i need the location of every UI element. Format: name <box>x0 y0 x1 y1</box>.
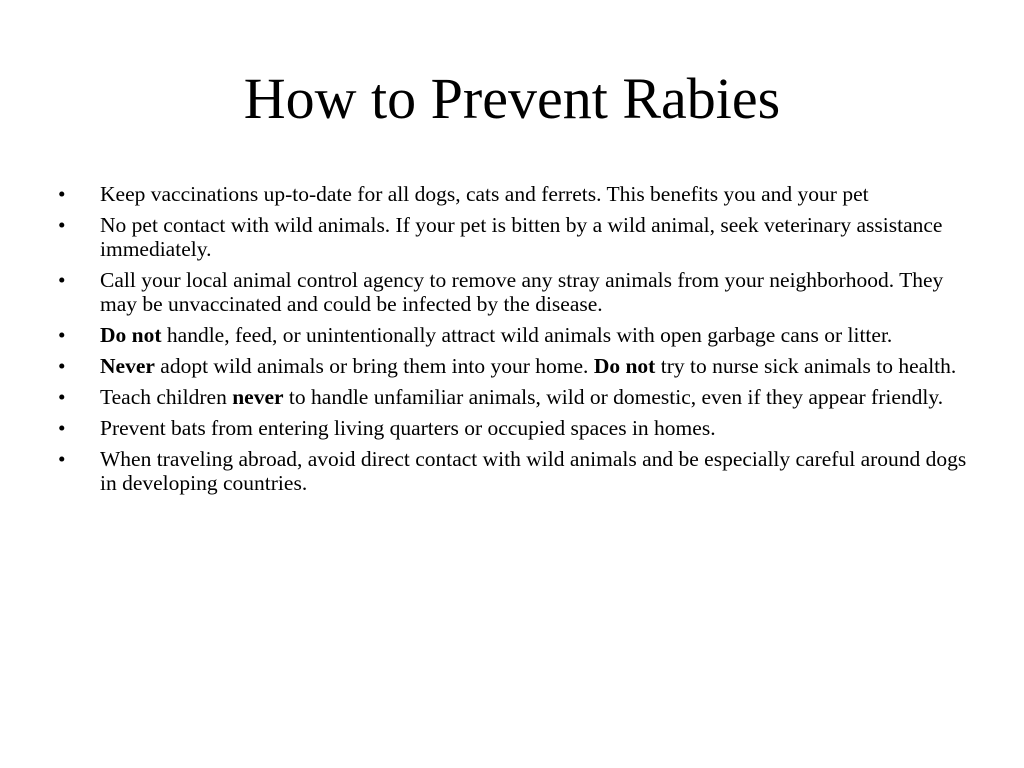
bullet-emphasis: Do not <box>593 354 656 378</box>
bullet-marker: • <box>58 416 66 440</box>
bullet-emphasis: never <box>232 385 284 409</box>
bullet-segment: try to nurse sick animals to health. <box>655 354 957 378</box>
bullet-segment: to handle unfamiliar animals, wild or domestic, even if they appear friendly. <box>283 385 944 409</box>
bullet-marker: • <box>58 182 66 206</box>
bullet-item <box>56 447 968 495</box>
bullet-segment: No pet contact with wild animals. If your pet is bitten by a wild animal, seek veterinary assistance immediately. <box>100 213 943 261</box>
bullet-item <box>56 323 968 347</box>
bullet-text <box>100 416 716 440</box>
bullet-segment: Call your local animal control agency to remove any stray animals from your neighborhood. They may be unvaccinated and could be infected by the disease. <box>100 268 944 316</box>
bullet-item <box>56 354 968 378</box>
bullet-text <box>100 213 942 261</box>
bullet-segment: handle, feed, or unintentionally attract wild animals with open garbage cans or litter. <box>161 323 893 347</box>
bullet-marker: • <box>58 323 66 347</box>
bullet-item <box>56 416 968 440</box>
bullet-marker: • <box>58 354 66 378</box>
bullet-text <box>100 354 956 378</box>
bullet-marker: • <box>58 268 66 292</box>
bullet-item <box>56 182 968 206</box>
bullet-segment: When traveling abroad, avoid direct contact with wild animals and be especially careful around dogs in developing countries. <box>100 447 967 495</box>
bullet-text <box>100 182 869 206</box>
bullet-segment: Keep vaccinations up-to-date for all dogs, cats and ferrets. This benefits you and your pet <box>100 182 869 206</box>
bullet-item <box>56 268 968 316</box>
slide-title: How to Prevent Rabies <box>243 66 781 131</box>
bullet-segment: Prevent bats from entering living quarters or occupied spaces in homes. <box>100 416 716 440</box>
bullet-marker: • <box>58 385 66 409</box>
bullet-item <box>56 385 968 409</box>
bullet-segment: Teach children <box>100 385 233 409</box>
bullet-segment: adopt wild animals or bring them into your home. <box>154 354 594 378</box>
bullet-text <box>100 268 943 316</box>
bullet-list <box>56 182 968 502</box>
bullet-text <box>100 323 892 347</box>
bullet-emphasis: Never <box>100 354 155 378</box>
bullet-item <box>56 213 968 261</box>
bullet-text <box>100 385 943 409</box>
bullet-marker: • <box>58 447 66 471</box>
bullet-text <box>100 447 966 495</box>
bullet-emphasis: Do not <box>100 323 162 347</box>
bullet-marker: • <box>58 213 66 237</box>
